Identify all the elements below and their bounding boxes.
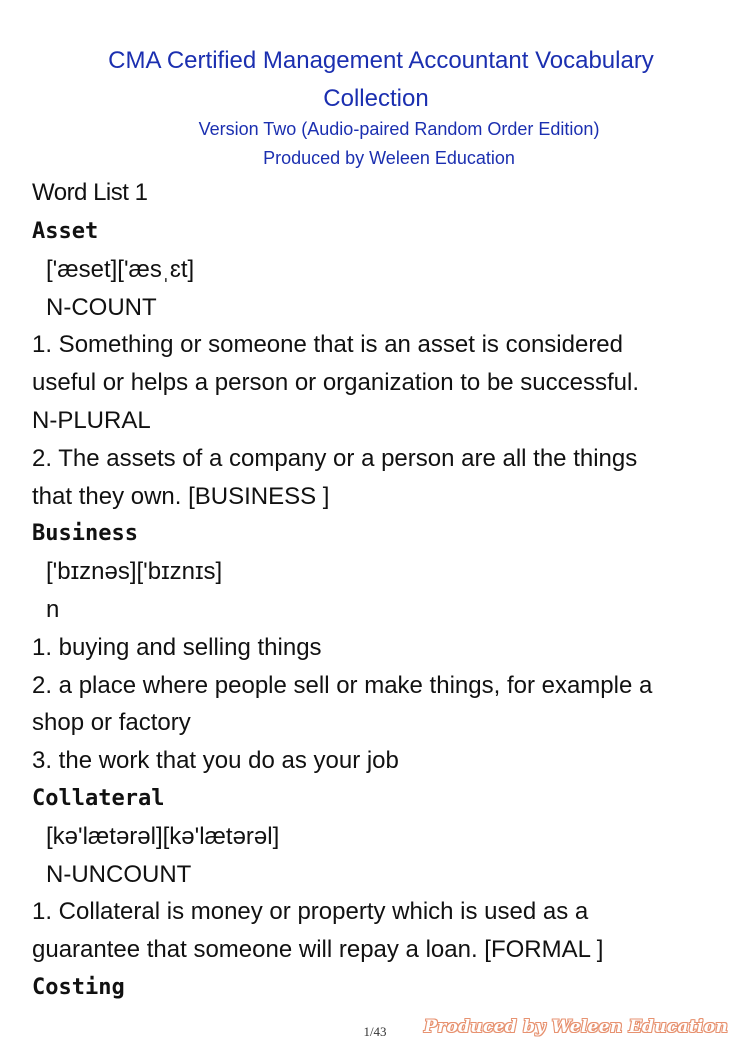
vocabulary-entries	[32, 213, 722, 1007]
entry-definition-line: shop or factory	[32, 709, 191, 737]
entry-definition-line: guarantee that someone will repay a loan. [FORMAL ]	[32, 936, 604, 964]
entry-definition-line: 1. Something or someone that is an asset is considered	[32, 331, 623, 359]
vocab-entry	[32, 515, 722, 780]
entry-word: Business	[32, 521, 138, 547]
page-number: 1/43	[363, 1024, 387, 1039]
entry-word: Costing	[32, 974, 125, 1000]
entry-definition-line: that they own. [BUSINESS ]	[32, 482, 330, 510]
vocab-entry	[32, 780, 722, 969]
document-title-continued: Collection	[323, 85, 429, 112]
entry-definition-line: 3. the work that you do as your job	[32, 747, 399, 775]
document-title: CMA Certified Management Accountant Vocabulary	[108, 47, 654, 74]
entry-pronunciation: [kə'lætərəl][kə'lætərəl]	[46, 822, 280, 850]
entry-definition-line: 1. Collateral is money or property which is used as a	[32, 898, 589, 926]
entry-definition-line: N-PLURAL	[32, 406, 151, 434]
watermark-logo: Produced by Weleen Education	[424, 1017, 728, 1037]
word-list-heading: Word List 1	[32, 179, 148, 206]
entry-definition-line: 2. The assets of a company or a person are all the things	[32, 444, 638, 472]
entry-word: Asset	[32, 219, 99, 244]
entry-definition-line: N-COUNT	[46, 293, 157, 321]
entry-definition-line: 2. a place where people sell or make things, for example a	[32, 671, 653, 699]
entry-word: Collateral	[32, 785, 165, 811]
entry-definition-line: N-UNCOUNT	[46, 860, 192, 888]
vocab-entry	[32, 213, 722, 515]
entry-definition-line: useful or helps a person or organization to be successful.	[32, 369, 640, 397]
entry-pronunciation: ['æset]['æsˌɛt]	[46, 255, 195, 283]
document-version: Version Two (Audio-paired Random Order Edition)	[198, 119, 600, 139]
entry-pronunciation: ['bɪznəs]['bɪznɪs]	[46, 558, 223, 586]
entry-definition-line: 1. buying and selling things	[32, 633, 322, 661]
document-producer: Produced by Weleen Education	[263, 148, 515, 168]
entry-definition-line: n	[46, 595, 60, 623]
vocab-entry	[32, 969, 722, 1007]
